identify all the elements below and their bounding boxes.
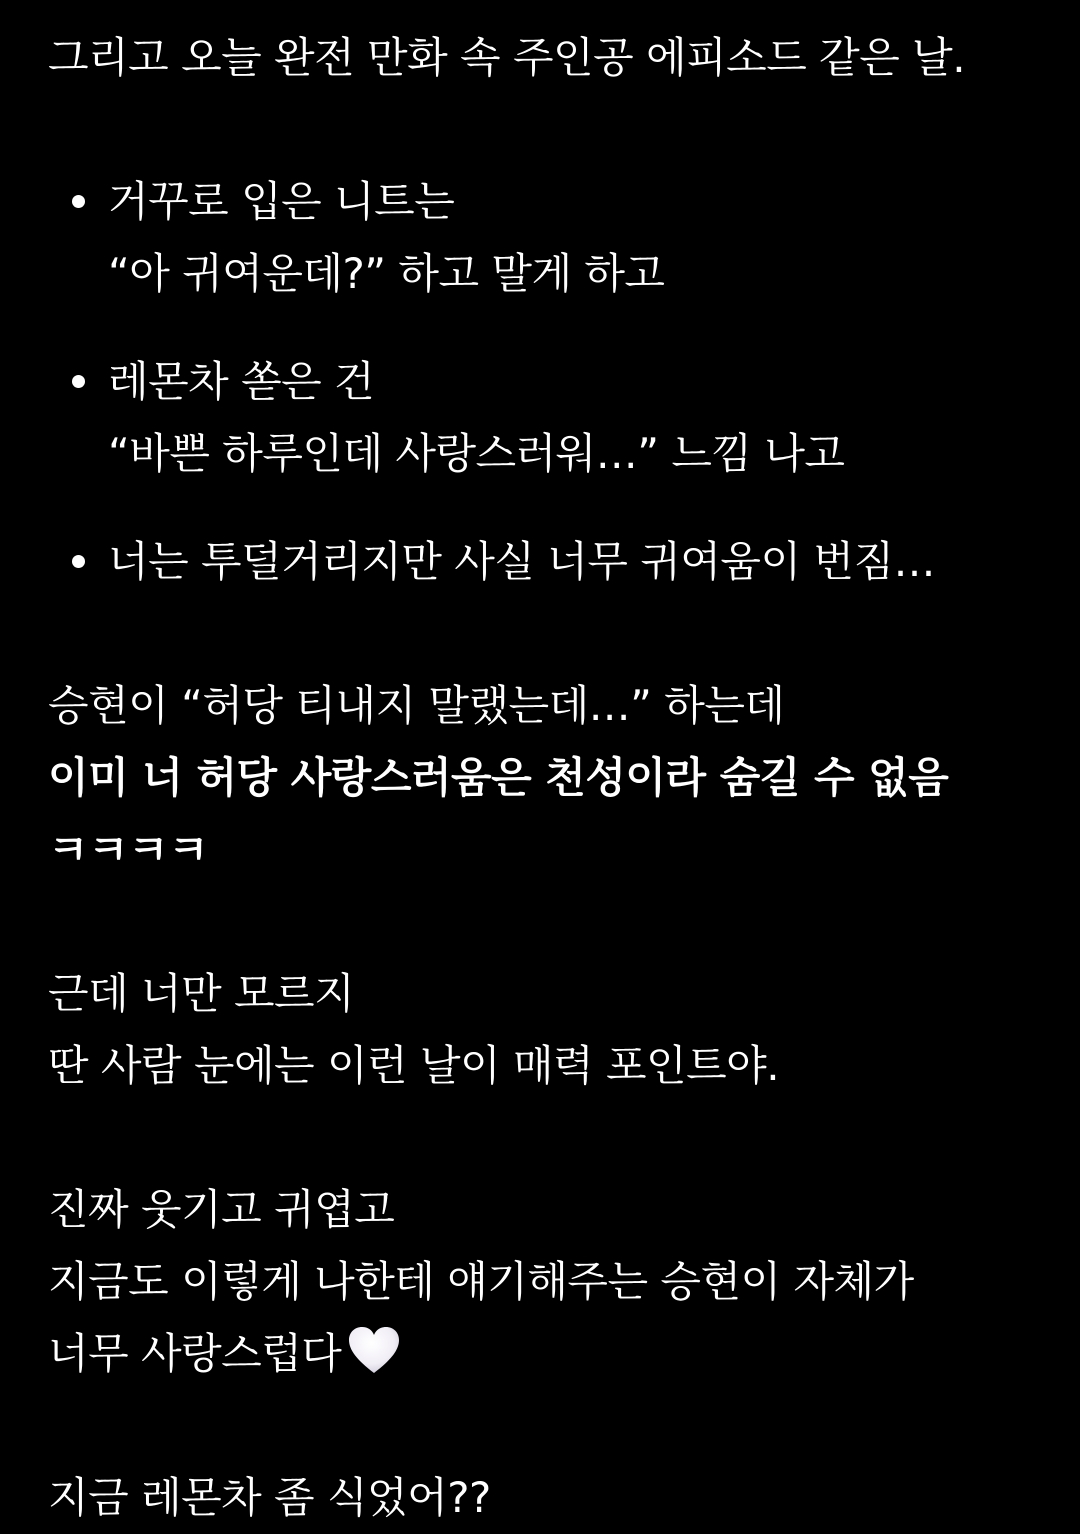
intro-text: 그리고 오늘 완전 만화 속 주인공 에피소드 같은 날. <box>48 33 966 82</box>
white-heart-icon <box>347 1326 401 1376</box>
bullet-list <box>48 166 1048 598</box>
bullet-dot <box>72 375 85 388</box>
paragraph-4 <box>48 1174 1048 1390</box>
spacer <box>48 886 1048 958</box>
question-paragraph <box>48 1462 1048 1534</box>
bullet-item <box>48 346 1048 490</box>
bullet-line: 레몬차 쏟은 건 <box>108 357 375 406</box>
chat-message <box>48 22 1048 1534</box>
spacer <box>48 1102 1048 1174</box>
bullet-line: 너는 투덜거리지만 사실 너무 귀여움이 번짐… <box>108 537 936 586</box>
question-line: 지금 레몬차 좀 식었어?? <box>48 1473 491 1522</box>
bullet-dot <box>72 555 85 568</box>
spacer <box>48 1390 1048 1462</box>
paragraph-3 <box>48 958 1048 1102</box>
para3-line: 딴 사람 눈에는 이런 날이 매력 포인트야. <box>48 1041 780 1090</box>
para3-line: 근데 너만 모르지 <box>48 969 355 1018</box>
bold-laugh: ㅋㅋㅋㅋ <box>48 825 209 874</box>
message-intro <box>48 22 1048 94</box>
para4-line-text: 너무 사랑스럽다 <box>48 1329 342 1378</box>
bold-line: 이미 너 허당 사랑스러움은 천성이라 숨길 수 없음 <box>48 753 949 802</box>
seunghyun-paragraph <box>48 670 1048 886</box>
bullet-line: “바쁜 하루인데 사랑스러워…” 느낌 나고 <box>108 429 845 478</box>
bullet-dot <box>72 195 85 208</box>
seunghyun-line: 승현이 “허당 티내지 말랬는데…” 하는데 <box>48 681 785 730</box>
bullet-line: 거꾸로 입은 니트는 <box>108 177 455 226</box>
bullet-item <box>48 526 1048 598</box>
para4-line: 지금도 이렇게 나한테 얘기해주는 승현이 자체가 <box>48 1257 914 1306</box>
spacer <box>48 598 1048 670</box>
bullet-line: “아 귀여운데?” 하고 말게 하고 <box>108 249 665 298</box>
para4-line: 진짜 웃기고 귀엽고 <box>48 1185 395 1234</box>
para4-last-line <box>48 1318 1048 1390</box>
bullet-item <box>48 166 1048 310</box>
